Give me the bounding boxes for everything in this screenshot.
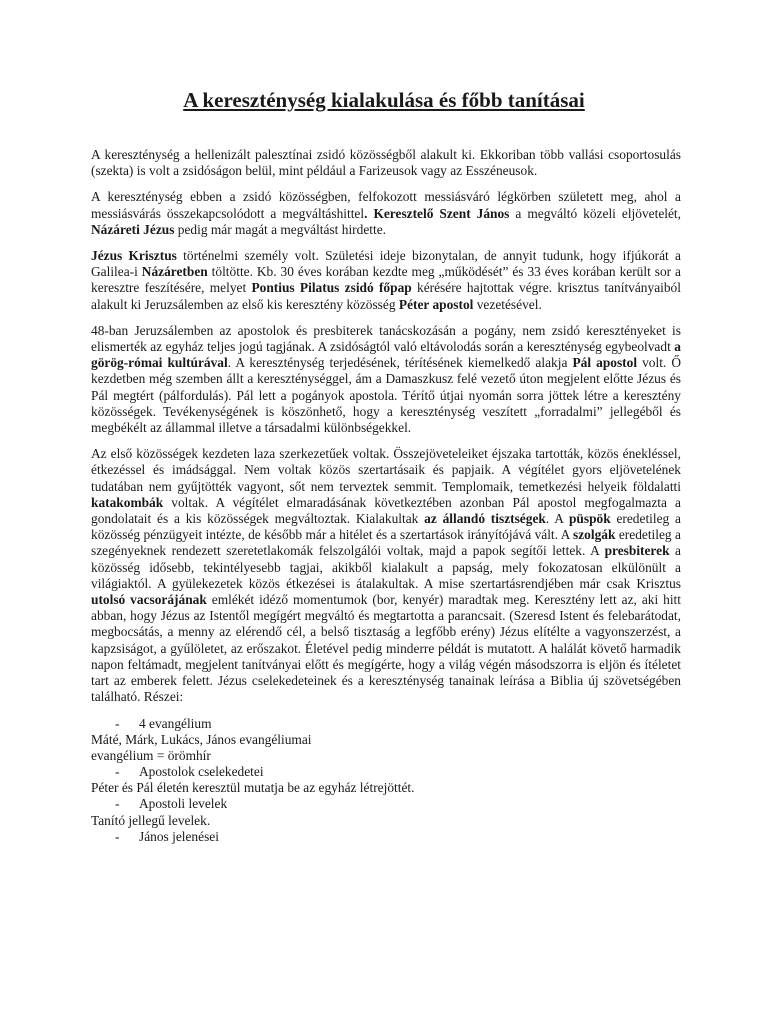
text-run: 48-ban Jeruzsálemben az apostolok és presbiterek tanácskozásán a pogány, nem zsidó keresztényeket is elismerték az egyház teljes jogú tagjának. A zsidóságtól való eltávolodás során a kereszténység egybeolvadt [91,322,681,355]
paragraph [91,323,681,436]
list-item [91,829,681,845]
text-run: a közösség idősebb, tekintélyesebb tagjai, akikből kialakult a papság, mely fokozatosan elkülönült a világiaktól. A gyülekezetek közös étkezései is átalakultak. A mise szertartásrendjében már csak Krisztus [91,543,681,591]
text-run: A kereszténység a hellenizált palesztínai zsidó közösségből alakult ki. Ekkoriban több vallási csoportosulás (szekta) is volt a zsidóságon belül, mint például a Farizeusok vagy az Esszéneusok. [91,147,681,179]
bold-term: püspök [568,511,611,527]
text-run: történelmi személy volt. Születési ideje bizonytalan, de annyit tudunk, hogy ifjúkorát a Galilea-i [91,248,681,280]
list-item [91,796,681,812]
text-run: voltak. A végítélet elmaradásának következtében azonban Pál apostol megfogalmazta a gondolatait és a kis közösségek megváltoztak. Kialakultak [91,494,681,527]
list-item-label: 4 evangélium [139,715,212,731]
list-item-note: evangélium = örömhír [91,747,211,763]
list-item-label: János jelenései [139,828,219,844]
text-run: kérésére hajtottak végre. krisztus tanítványaiból alakult ki Jeruzsálemben az első kis keresztény közösség [91,280,681,312]
list-dash: - [115,828,120,844]
list-item-label: Apostoli levelek [139,796,228,812]
list-item-label: Apostolok cselekedetei [139,764,264,780]
document-title: A kereszténység kialakulása és főbb tanításai [183,88,585,112]
bold-term: a görög-római kultúrával [91,339,681,371]
bold-term: . Keresztelő Szent János [364,205,510,221]
text-run: vezetésével. [473,296,542,312]
text-run: pedig már magát a megváltást hirdette. [174,221,386,237]
paragraphs [91,147,681,706]
list-dash: - [115,796,120,812]
text-run: A kereszténység ebben a zsidó közösségben, felfokozott messiásváró légkörben született meg, ahol a messiásvárás összekapcsolódott a megváltáshittel [91,189,681,221]
list-item [91,716,681,732]
text-run: a megváltó közeli eljövetelét, [509,205,682,221]
document-body [91,147,681,845]
list-item-note: Péter és Pál életén keresztül mutatja be az egyház létrejöttét. [91,780,415,796]
list-dash: - [115,715,120,731]
bold-term: katakombák [91,494,164,510]
text-run: emlékét idéző momentumok (bor, kenyér) maradtak meg. Keresztény lett az, aki hitt abban, hogy Jézus az Istentől megígért megváltó és megtartotta a parancsait. (Szeresd Istent és felebarátodat, megbocsátás, a menny az elérendő cél, a belső tisztaság a legfőbb erény) Jézus elítélte a vagyonszerzést, a kapzsiságot, a gyűlöletet, az erőszakot. Életével pedig minderre példát is mutatott. A halálát követő harmadik napon feltámadt, megjelent tanítványai előtt és megígérte, hogy a világ végén másodszorra is eljön és ítéletet tart az emberek felett. Jézus cselekedeteinek és a kereszténység tanainak leírása a Biblia új szövetségében található. Részei: [91,592,682,705]
text-run: . A kereszténység terjedésének, térítésének kiemelkedő alakja [227,355,573,371]
bold-term: szolgák [573,527,616,543]
text-run: volt. Ő kezdetben még szemben állt a kereszténységgel, ám a Damaszkusz felé vezető úton megjelent előtte Jézus és Pál megtért (pálfordulás). Pál lett a pogányok apostola. Térítő útjai nyomán sorra jöttek létre a keresztény közösségek. Tevékenységének is köszönhető, hogy a kereszténység veszített „forradalmi” jellegéből és megbékélt az állammal illetve a társadalmi különbségekkel. [91,355,682,436]
list-item-note: Tanító jellegű levelek. [91,812,211,828]
bold-term: az állandó tisztségek [424,511,546,527]
bold-term: utolsó vacsorájának [91,592,207,608]
text-run: Az első közösségek kezdeten laza szerkezetűek voltak. Összejöveteleiket éjszaka tartották, közös énekléssel, étkezéssel és imádsággal. Nem voltak közös szertartásaik és papjaik. A végítélet gyors eljövetelének tudatában nem gyűjtötték vagyont, sőt nem terveztek semmit. Templomaik, temetkezési helyeik földalatti [91,446,681,494]
text-run: töltötte. Kb. 30 éves korában kezdte meg „működését” és 33 éves korában került sor a keresztre feszítésére, melyet [91,264,681,296]
bold-term: Pál apostol [572,355,638,371]
list-item-note: Máté, Márk, Lukács, János evangéliumai [91,731,312,747]
bible-parts-list [91,716,681,846]
paragraph [91,248,681,313]
paragraph [91,189,681,238]
bold-term: Pontius Pilatus zsidó főpap [251,280,412,296]
bold-term: Názáreti Jézus [91,221,175,237]
text-run: eredetileg a közösség pénzügyeit intézte, de később már a hitélet és a szertartások irányítójává vált. A [91,511,681,543]
text-run: . A [545,511,569,527]
bold-term: Péter apostol [398,296,474,312]
bold-term: Názáretben [141,264,208,280]
list-item [91,764,681,780]
bold-term: Jézus Krisztus [91,248,177,264]
list-dash: - [115,764,120,780]
text-run: eredetileg a szegényeknek rendezett szeretetlakomák felszolgálói voltak, majd a papok segítői lettek. A [91,527,681,559]
bold-term: presbiterek [604,543,670,559]
paragraph [91,147,681,179]
paragraph [91,446,681,705]
